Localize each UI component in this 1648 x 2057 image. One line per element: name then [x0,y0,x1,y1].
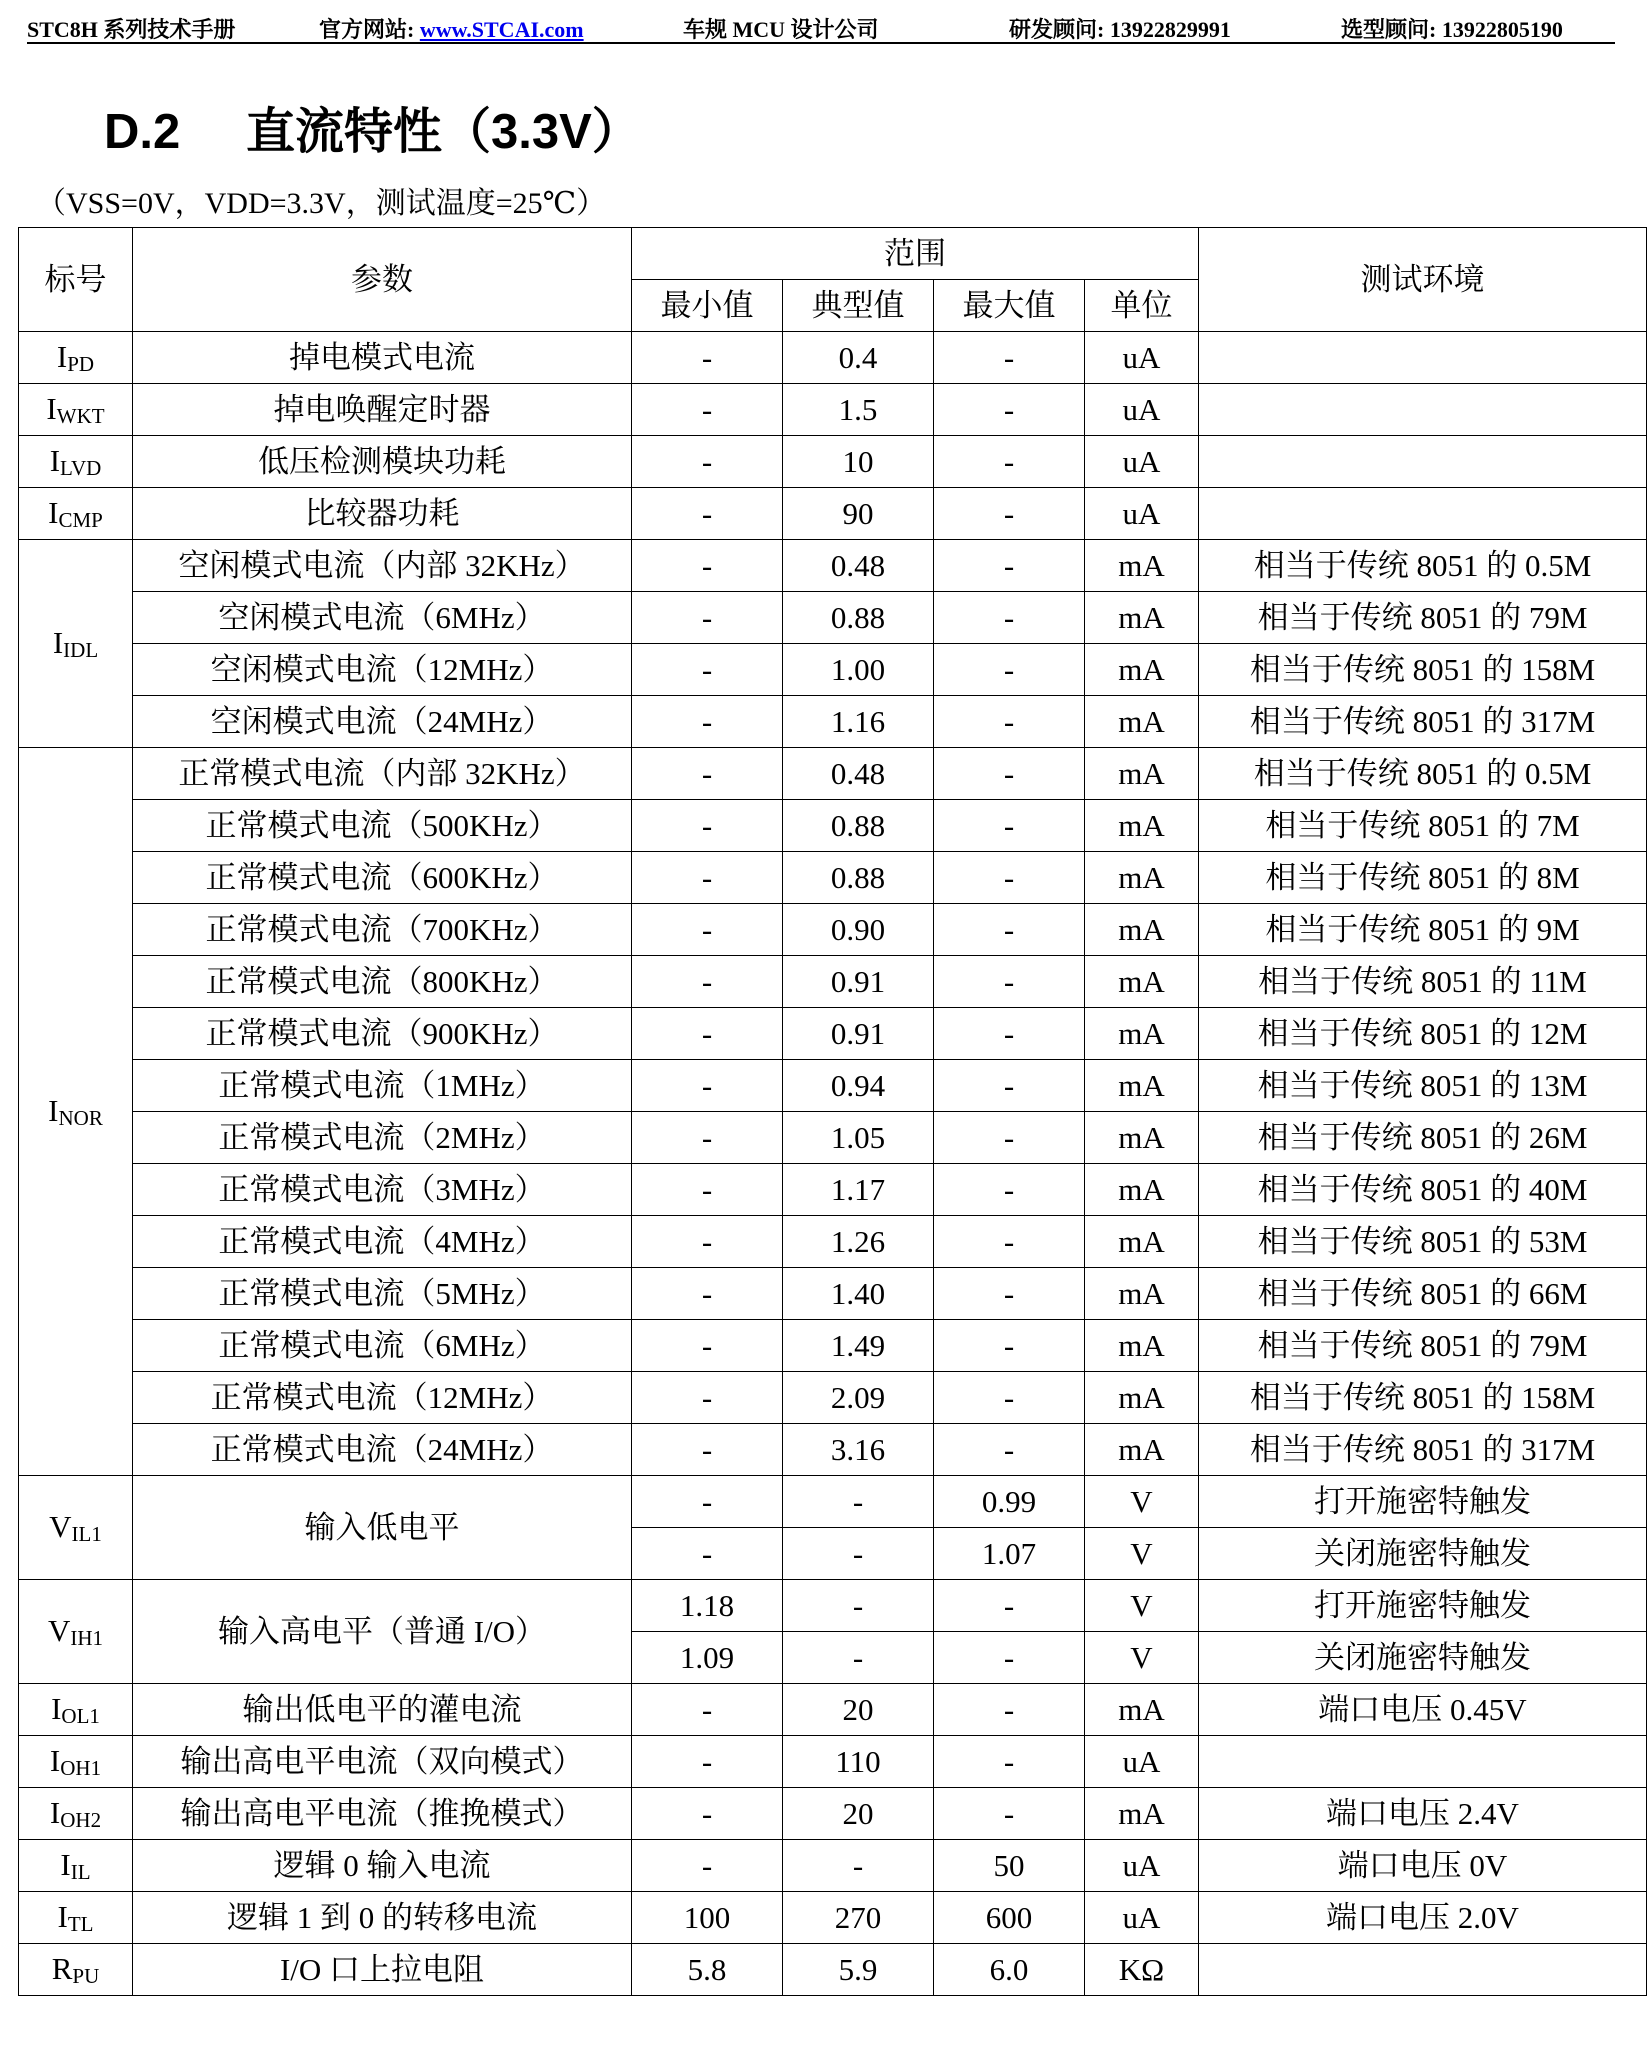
unit-cell: mA [1085,748,1199,800]
symbol-subscript: PD [67,351,95,376]
min-cell: - [632,332,783,384]
typ-cell: 1.26 [783,1216,934,1268]
min-cell: - [632,1528,783,1580]
unit-cell: V [1085,1632,1199,1684]
min-cell: - [632,592,783,644]
condition-cell: 相当于传统 8051 的 66M [1199,1268,1647,1320]
max-cell: - [934,1424,1085,1476]
condition-cell: 端口电压 0V [1199,1840,1647,1892]
section-title [104,93,641,163]
max-cell: - [934,1216,1085,1268]
symbol-subscript: WKT [56,403,105,428]
condition-cell [1199,1944,1647,1996]
unit-cell: KΩ [1085,1944,1199,1996]
min-cell: - [632,488,783,540]
parameter-cell: 输出高电平电流（双向模式） [133,1736,632,1788]
min-cell: 5.8 [632,1944,783,1996]
parameter-cell: 逻辑 1 到 0 的转移电流 [133,1892,632,1944]
condition-cell: 相当于传统 8051 的 11M [1199,956,1647,1008]
max-cell: - [934,1268,1085,1320]
max-cell: - [934,1736,1085,1788]
typ-cell: 0.4 [783,332,934,384]
symbol-subscript: TL [67,1911,94,1936]
min-cell: - [632,436,783,488]
typ-cell: 0.48 [783,748,934,800]
table-row [19,852,1647,904]
condition-cell: 相当于传统 8051 的 317M [1199,1424,1647,1476]
parameter-cell: 正常模式电流（1MHz） [133,1060,632,1112]
max-cell: - [934,1372,1085,1424]
min-cell: - [632,1372,783,1424]
symbol-letter: V [47,1612,71,1648]
symbol-letter: I [60,1846,71,1882]
unit-cell: uA [1085,332,1199,384]
condition-cell: 相当于传统 8051 的 158M [1199,644,1647,696]
official-site [319,13,584,44]
table-row [19,1424,1647,1476]
typ-cell: 20 [783,1788,934,1840]
parameter-cell: 正常模式电流（600KHz） [133,852,632,904]
symbol-subscript: LVD [60,455,102,480]
max-cell: 0.99 [934,1476,1085,1528]
condition-cell: 打开施密特触发 [1199,1580,1647,1632]
symbol-subscript: OH1 [60,1755,102,1780]
typ-cell: 20 [783,1684,934,1736]
unit-cell: mA [1085,852,1199,904]
condition-cell: 端口电压 2.0V [1199,1892,1647,1944]
max-cell: - [934,904,1085,956]
table-row [19,540,1647,592]
parameter-cell: 正常模式电流（900KHz） [133,1008,632,1060]
max-cell: - [934,332,1085,384]
symbol-letter: R [51,1950,73,1986]
unit-cell: mA [1085,1268,1199,1320]
symbol-cell [19,1476,133,1580]
symbol-cell [19,436,133,488]
max-cell: - [934,748,1085,800]
typ-cell: 0.88 [783,852,934,904]
typ-cell: 0.94 [783,1060,934,1112]
table-row [19,592,1647,644]
typ-cell: 0.88 [783,800,934,852]
max-cell: - [934,1320,1085,1372]
symbol-cell [19,1892,133,1944]
condition-cell: 相当于传统 8051 的 9M [1199,904,1647,956]
min-cell: - [632,748,783,800]
table-row [19,1476,1647,1528]
unit-cell: mA [1085,1008,1199,1060]
unit-cell: V [1085,1580,1199,1632]
table-row [19,748,1647,800]
unit-cell: mA [1085,800,1199,852]
symbol-cell [19,488,133,540]
unit-cell: mA [1085,904,1199,956]
unit-cell: uA [1085,1892,1199,1944]
table-row [19,696,1647,748]
symbol-subscript: NOR [58,1105,103,1130]
unit-cell: mA [1085,1320,1199,1372]
condition-cell: 相当于传统 8051 的 0.5M [1199,540,1647,592]
min-cell: - [632,384,783,436]
condition-cell: 相当于传统 8051 的 0.5M [1199,748,1647,800]
parameter-cell: 正常模式电流（700KHz） [133,904,632,956]
max-cell: 600 [934,1892,1085,1944]
symbol-cell [19,748,133,1476]
typ-cell: 270 [783,1892,934,1944]
min-cell: - [632,696,783,748]
min-cell: - [632,956,783,1008]
header-symbol: 标号 [19,228,133,332]
parameter-cell: 空闲模式电流（6MHz） [133,592,632,644]
max-cell: - [934,1112,1085,1164]
parameter-cell: 正常模式电流（800KHz） [133,956,632,1008]
max-cell: 50 [934,1840,1085,1892]
typ-cell: - [783,1632,934,1684]
table-row [19,1892,1647,1944]
typ-cell: 0.88 [783,592,934,644]
min-cell: - [632,1112,783,1164]
typ-cell: 110 [783,1736,934,1788]
parameter-cell: 空闲模式电流（12MHz） [133,644,632,696]
min-cell: - [632,540,783,592]
max-cell: - [934,436,1085,488]
table-row [19,1580,1647,1632]
min-cell: - [632,904,783,956]
symbol-letter: I [56,338,68,374]
symbol-cell [19,1840,133,1892]
min-cell: - [632,1424,783,1476]
symbol-cell [19,1944,133,1996]
typ-cell: - [783,1476,934,1528]
symbol-cell [19,332,133,384]
condition-cell [1199,384,1647,436]
unit-cell: V [1085,1528,1199,1580]
parameter-cell: I/O 口上拉电阻 [133,1944,632,1996]
parameter-cell: 输入高电平（普通 I/O） [133,1580,632,1684]
parameter-cell: 低压检测模块功耗 [133,436,632,488]
min-cell: - [632,1008,783,1060]
symbol-subscript: OH2 [60,1807,102,1832]
symbol-subscript: OL1 [61,1703,100,1728]
symbol-subscript: IDL [63,637,99,662]
parameter-cell: 掉电模式电流 [133,332,632,384]
typ-cell: 1.00 [783,644,934,696]
unit-cell: uA [1085,384,1199,436]
table-row [19,1164,1647,1216]
typ-cell: 1.17 [783,1164,934,1216]
min-cell: - [632,1736,783,1788]
symbol-subscript: IL1 [71,1521,102,1546]
table-row [19,1944,1647,1996]
header-typ: 典型值 [783,280,934,332]
min-cell: - [632,1476,783,1528]
condition-cell: 相当于传统 8051 的 26M [1199,1112,1647,1164]
min-cell: - [632,800,783,852]
table-row [19,644,1647,696]
symbol-cell [19,1788,133,1840]
condition-cell: 关闭施密特触发 [1199,1632,1647,1684]
max-cell: - [934,1580,1085,1632]
table-row [19,1112,1647,1164]
min-cell: 1.18 [632,1580,783,1632]
typ-cell: 5.9 [783,1944,934,1996]
min-cell: 100 [632,1892,783,1944]
min-cell: - [632,852,783,904]
symbol-subscript: IL [70,1859,91,1884]
symbol-cell [19,1684,133,1736]
table-row [19,1060,1647,1112]
condition-cell: 相当于传统 8051 的 79M [1199,1320,1647,1372]
parameter-cell: 正常模式电流（6MHz） [133,1320,632,1372]
condition-cell [1199,1736,1647,1788]
symbol-letter: I [49,1742,61,1778]
min-cell: 1.09 [632,1632,783,1684]
table-row [19,1268,1647,1320]
parameter-cell: 正常模式电流（3MHz） [133,1164,632,1216]
unit-cell: mA [1085,956,1199,1008]
table-row [19,436,1647,488]
parameter-cell: 正常模式电流（500KHz） [133,800,632,852]
condition-cell: 端口电压 2.4V [1199,1788,1647,1840]
table-row [19,384,1647,436]
min-cell: - [632,1684,783,1736]
symbol-cell [19,1736,133,1788]
table-row [19,800,1647,852]
max-cell: - [934,800,1085,852]
symbol-cell [19,1580,133,1684]
company-tagline: 车规 MCU 设计公司 [683,17,879,42]
parameter-cell: 逻辑 0 输入电流 [133,1840,632,1892]
parameter-cell: 正常模式电流（5MHz） [133,1268,632,1320]
rd-contact: 研发顾问: 13922829991 [1009,17,1231,42]
max-cell: - [934,644,1085,696]
typ-cell: 3.16 [783,1424,934,1476]
condition-cell: 关闭施密特触发 [1199,1528,1647,1580]
unit-cell: mA [1085,1424,1199,1476]
header-condition: 测试环境 [1199,228,1647,332]
unit-cell: mA [1085,1060,1199,1112]
symbol-letter: I [46,390,57,426]
condition-cell: 相当于传统 8051 的 40M [1199,1164,1647,1216]
unit-cell: mA [1085,592,1199,644]
table-row [19,1684,1647,1736]
unit-cell: uA [1085,436,1199,488]
typ-cell: - [783,1580,934,1632]
symbol-letter: I [49,442,61,478]
symbol-letter: V [49,1508,72,1544]
typ-cell: 0.48 [783,540,934,592]
unit-cell: mA [1085,1112,1199,1164]
unit-cell: mA [1085,1216,1199,1268]
parameter-cell: 正常模式电流（12MHz） [133,1372,632,1424]
unit-cell: mA [1085,1684,1199,1736]
header-unit: 单位 [1085,280,1199,332]
dc-characteristics-table [18,227,1647,1996]
typ-cell: 10 [783,436,934,488]
header-parameter: 参数 [133,228,632,332]
table-row [19,1788,1647,1840]
min-cell: - [632,1840,783,1892]
table-row [19,1008,1647,1060]
typ-cell: 2.09 [783,1372,934,1424]
min-cell: - [632,1788,783,1840]
unit-cell: mA [1085,696,1199,748]
symbol-letter: I [51,1690,62,1726]
unit-cell: uA [1085,488,1199,540]
min-cell: - [632,1060,783,1112]
typ-cell: 1.40 [783,1268,934,1320]
section-heading: 直流特性（3.3V） [246,105,641,159]
condition-cell [1199,488,1647,540]
max-cell: - [934,956,1085,1008]
typ-cell: 1.16 [783,696,934,748]
max-cell: - [934,1684,1085,1736]
typ-cell: 0.90 [783,904,934,956]
max-cell: - [934,696,1085,748]
parameter-cell: 输出低电平的灌电流 [133,1684,632,1736]
page-header [27,8,1615,44]
parameter-cell: 正常模式电流（4MHz） [133,1216,632,1268]
unit-cell: mA [1085,540,1199,592]
typ-cell: - [783,1528,934,1580]
condition-cell: 端口电压 0.45V [1199,1684,1647,1736]
condition-cell: 相当于传统 8051 的 8M [1199,852,1647,904]
symbol-letter: I [48,494,59,530]
max-cell: - [934,1060,1085,1112]
typ-cell: 1.5 [783,384,934,436]
table-row [19,956,1647,1008]
max-cell: - [934,540,1085,592]
parameter-cell: 正常模式电流（内部 32KHz） [133,748,632,800]
max-cell: - [934,1164,1085,1216]
condition-cell [1199,332,1647,384]
unit-cell: uA [1085,1736,1199,1788]
max-cell: - [934,488,1085,540]
symbol-letter: I [49,1794,61,1830]
header-range: 范围 [632,228,1199,280]
typ-cell: - [783,1840,934,1892]
test-conditions: （VSS=0V，VDD=3.3V，测试温度=25℃） [36,187,607,220]
typ-cell: 90 [783,488,934,540]
table-row [19,1320,1647,1372]
condition-cell [1199,436,1647,488]
condition-cell: 相当于传统 8051 的 53M [1199,1216,1647,1268]
site-link[interactable]: www.STCAI.com [419,17,584,42]
min-cell: - [632,1216,783,1268]
symbol-letter: I [57,1898,68,1934]
symbol-letter: I [52,624,64,660]
condition-cell: 相当于传统 8051 的 13M [1199,1060,1647,1112]
min-cell: - [632,644,783,696]
parameter-cell: 输出高电平电流（推挽模式） [133,1788,632,1840]
section-number: D.2 [104,105,181,159]
header-max: 最大值 [934,280,1085,332]
max-cell: - [934,852,1085,904]
unit-cell: V [1085,1476,1199,1528]
max-cell: - [934,1632,1085,1684]
table-row [19,1372,1647,1424]
max-cell: 6.0 [934,1944,1085,1996]
table-row [19,488,1647,540]
parameter-cell: 空闲模式电流（24MHz） [133,696,632,748]
max-cell: - [934,384,1085,436]
unit-cell: mA [1085,1372,1199,1424]
condition-cell: 相当于传统 8051 的 12M [1199,1008,1647,1060]
min-cell: - [632,1320,783,1372]
symbol-letter: I [48,1092,59,1128]
condition-cell: 相当于传统 8051 的 7M [1199,800,1647,852]
max-cell: - [934,1788,1085,1840]
condition-cell: 相当于传统 8051 的 317M [1199,696,1647,748]
parameter-cell: 正常模式电流（2MHz） [133,1112,632,1164]
unit-cell: mA [1085,1788,1199,1840]
parameter-cell: 正常模式电流（24MHz） [133,1424,632,1476]
condition-cell: 相当于传统 8051 的 158M [1199,1372,1647,1424]
table-row [19,1840,1647,1892]
site-label: 官方网站: [319,17,420,42]
symbol-subscript: IH1 [70,1625,104,1650]
manual-title: STC8H 系列技术手册 [27,17,236,42]
header-min: 最小值 [632,280,783,332]
typ-cell: 0.91 [783,956,934,1008]
symbol-cell [19,540,133,748]
table-row [19,1216,1647,1268]
symbol-cell [19,384,133,436]
typ-cell: 1.05 [783,1112,934,1164]
min-cell: - [632,1268,783,1320]
table-row [19,1736,1647,1788]
table-row [19,904,1647,956]
sales-contact: 选型顾问: 13922805190 [1341,17,1563,42]
max-cell: 1.07 [934,1528,1085,1580]
max-cell: - [934,592,1085,644]
parameter-cell: 掉电唤醒定时器 [133,384,632,436]
unit-cell: mA [1085,644,1199,696]
min-cell: - [632,1164,783,1216]
unit-cell: uA [1085,1840,1199,1892]
typ-cell: 1.49 [783,1320,934,1372]
symbol-subscript: PU [72,1963,100,1988]
parameter-cell: 比较器功耗 [133,488,632,540]
condition-cell: 相当于传统 8051 的 79M [1199,592,1647,644]
table-row [19,332,1647,384]
unit-cell: mA [1085,1164,1199,1216]
max-cell: - [934,1008,1085,1060]
typ-cell: 0.91 [783,1008,934,1060]
parameter-cell: 空闲模式电流（内部 32KHz） [133,540,632,592]
parameter-cell: 输入低电平 [133,1476,632,1580]
symbol-subscript: CMP [58,507,103,532]
condition-cell: 打开施密特触发 [1199,1476,1647,1528]
